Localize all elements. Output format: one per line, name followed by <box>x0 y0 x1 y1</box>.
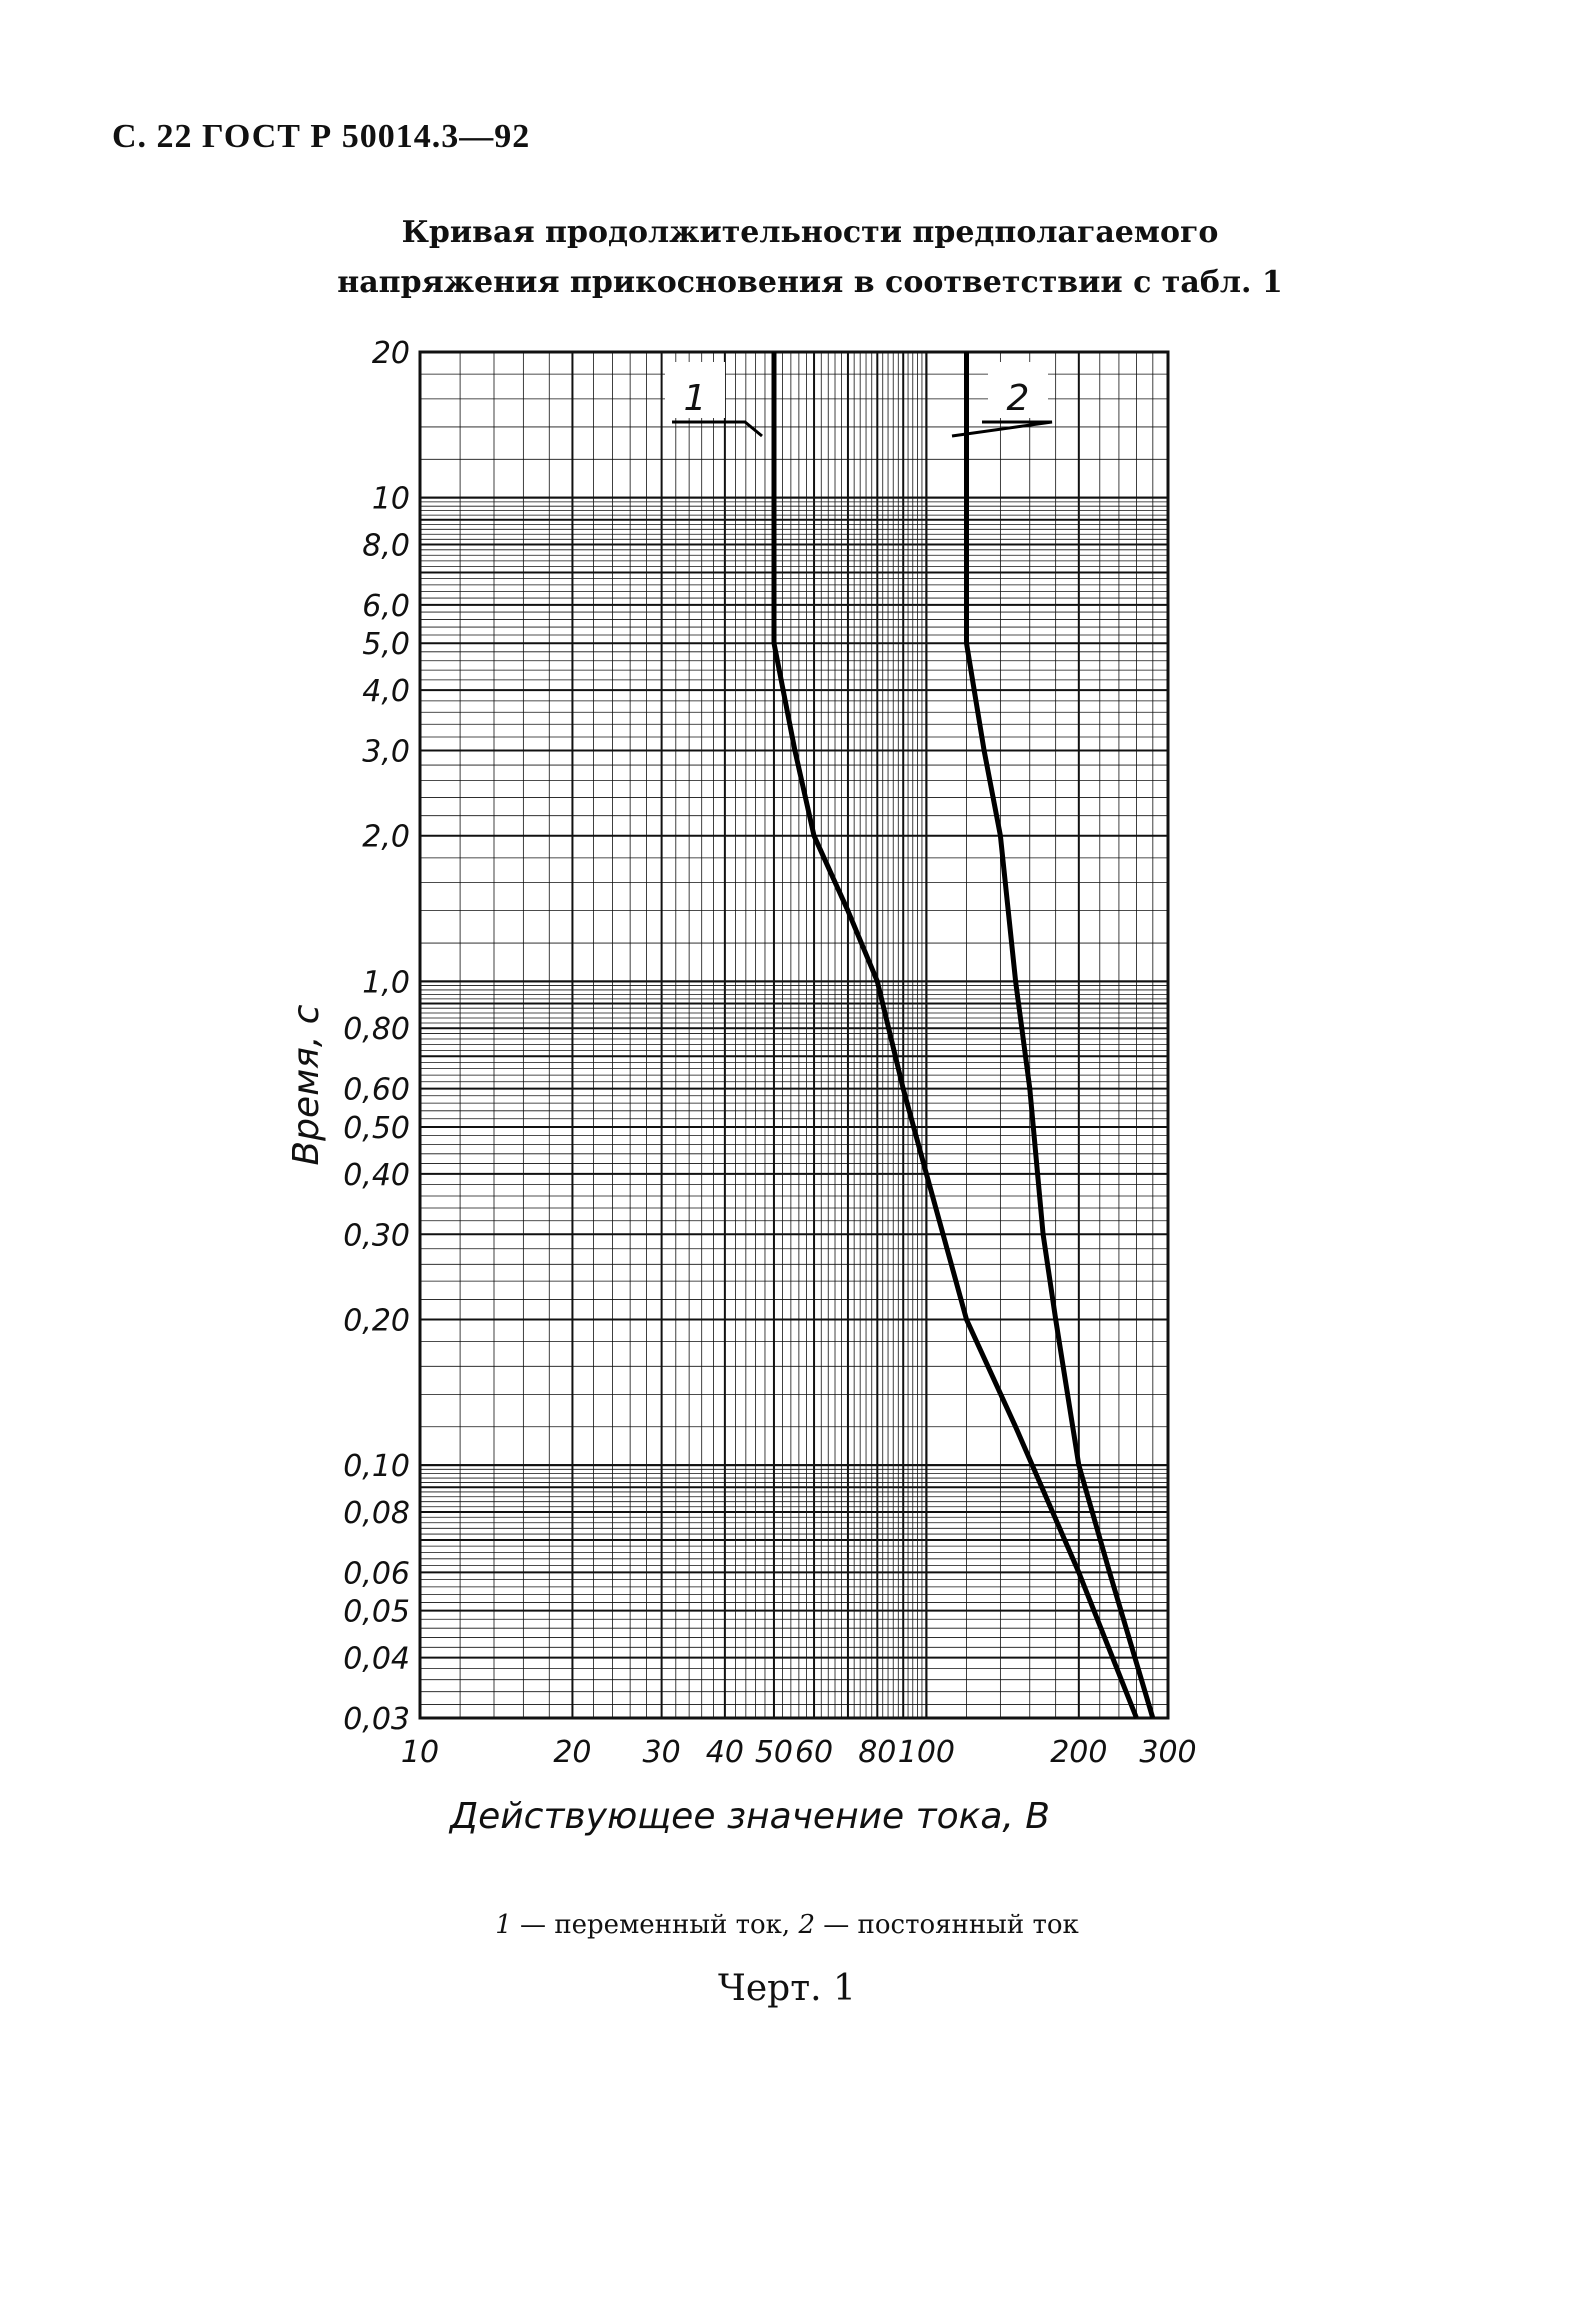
y-tick-label: 10 <box>371 481 410 517</box>
series-2-label: 2 <box>1006 378 1030 419</box>
x-tick-label: 60 <box>794 1735 834 1770</box>
chart-title-line-1: Кривая продолжительности предполагаемого <box>401 215 1219 250</box>
y-tick-label: 3,0 <box>362 734 410 770</box>
y-tick-label: 0,10 <box>343 1449 410 1485</box>
page-header: С. 22 ГОСТ Р 50014.3—92 <box>112 118 531 155</box>
x-tick-label: 10 <box>400 1735 440 1770</box>
x-tick-label: 20 <box>553 1735 592 1770</box>
y-tick-label: 0,40 <box>343 1157 410 1193</box>
y-tick-label: 0,06 <box>343 1556 410 1592</box>
y-tick-label: 5,0 <box>362 627 410 663</box>
y-tick-labels <box>343 336 410 1737</box>
legend-text-1: — переменный ток, <box>511 1910 799 1940</box>
y-tick-label: 4,0 <box>362 674 410 710</box>
y-tick-label: 8,0 <box>362 528 410 564</box>
y-tick-label: 20 <box>371 336 410 371</box>
y-tick-label: 0,80 <box>343 1012 410 1048</box>
figure-caption: Черт. 1 <box>718 1968 856 2009</box>
chart-grid <box>420 352 1168 1718</box>
y-tick-label: 0,08 <box>343 1495 410 1531</box>
y-axis-label: Время, с <box>286 1004 327 1166</box>
legend-number-2: 2 <box>798 1910 815 1940</box>
y-tick-label: 0,60 <box>343 1072 410 1108</box>
legend-text-2: — постоянный ток <box>815 1910 1079 1940</box>
y-tick-label: 0,20 <box>343 1303 410 1339</box>
chart-title-line-2: напряжения прикосновения в соответствии с табл. 1 <box>337 265 1283 300</box>
x-axis-label: Действующее значение тока, В <box>450 1796 1050 1837</box>
legend-caption <box>0 1910 1574 1940</box>
series-1-leader <box>672 422 762 436</box>
x-tick-label: 30 <box>642 1735 681 1770</box>
y-tick-label: 0,30 <box>343 1218 410 1254</box>
y-tick-label: 0,05 <box>343 1594 410 1630</box>
x-tick-labels <box>401 1735 1197 1770</box>
y-tick-label: 0,03 <box>343 1702 410 1737</box>
x-tick-label: 300 <box>1139 1735 1197 1770</box>
x-tick-label: 80 <box>858 1735 897 1770</box>
legend-number-1: 1 <box>495 1910 512 1940</box>
x-tick-label: 50 <box>754 1735 794 1770</box>
y-tick-label: 1,0 <box>362 965 410 1001</box>
series-1-label: 1 <box>683 378 707 419</box>
x-tick-label: 200 <box>1050 1735 1108 1770</box>
y-tick-label: 0,50 <box>343 1110 410 1146</box>
x-tick-label: 40 <box>705 1735 744 1770</box>
y-tick-label: 0,04 <box>343 1641 410 1677</box>
series-2-curve <box>967 352 1153 1718</box>
y-tick-label: 2,0 <box>362 819 410 855</box>
x-tick-label: 100 <box>897 1735 956 1770</box>
y-tick-label: 6,0 <box>362 588 410 624</box>
